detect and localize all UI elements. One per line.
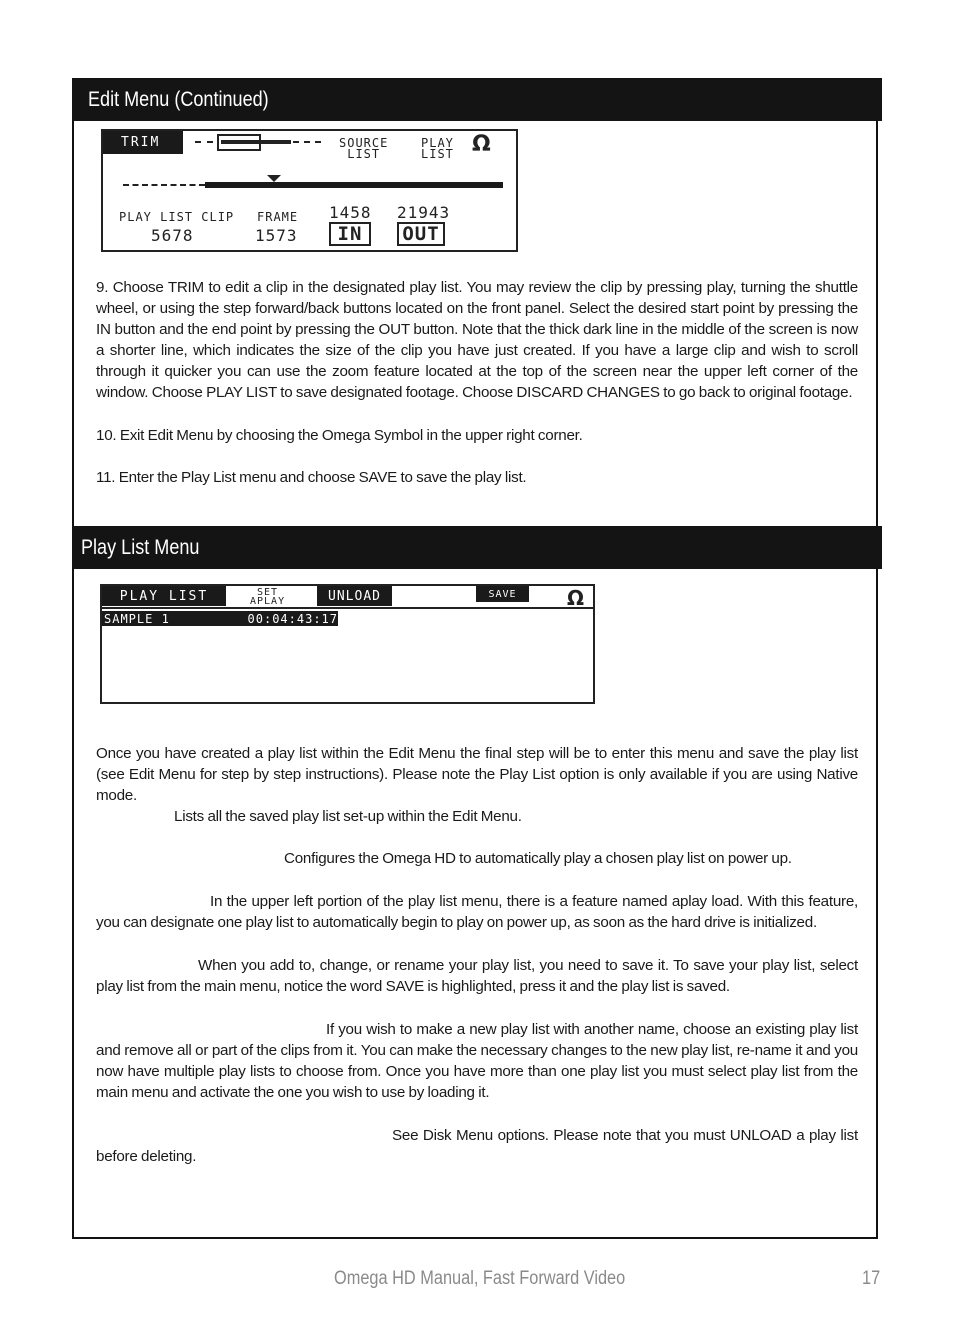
item-set-aplay: Configures the Omega HD to automatically play a chosen play list on power up. xyxy=(284,850,792,867)
out-button: OUT xyxy=(397,222,445,246)
omega-icon: Ω xyxy=(472,132,491,157)
footer-page-number: 17 xyxy=(862,1268,881,1289)
row-time: 00:04:43:17 xyxy=(247,611,338,626)
section-title: Edit Menu (Continued) xyxy=(88,87,269,111)
item-aplay-load: In the upper left portion of the play list menu, there is a feature named aplay load. With this feature, you can designate one play list to automatically begin to play on power up, as soon as the hard drive is initialized. xyxy=(96,893,858,931)
unload-button: UNLOAD xyxy=(317,586,392,606)
item-new-play-list: If you wish to make a new play list with another name, choose an existing play list and remove all or part of the clips from it. You can make the necessary changes to the new play list, re-name it and you now have multiple play lists to choose from. Once you have more than one play list you must select play list from the main menu and activate the one you wish to use by loading it. xyxy=(96,1021,858,1101)
play-list-row xyxy=(102,611,338,626)
set-aplay-label: SET APLAY xyxy=(250,587,286,607)
trim-screen-illustration xyxy=(101,129,518,252)
play-list-label: PLAY LIST xyxy=(421,136,454,161)
timeline-dashes xyxy=(123,184,205,186)
source-list-label: SOURCE LIST xyxy=(339,136,389,161)
section-title: Play List Menu xyxy=(81,535,200,559)
row-name: SAMPLE 1 xyxy=(104,611,170,626)
play-list-clip-value: 5678 xyxy=(151,226,194,245)
play-list-tab: PLAY LIST xyxy=(102,586,226,606)
play-list-intro: Once you have created a play list within the Edit Menu the final step will be to enter this menu and save the play list (see Edit Menu for step by step instructions). Please note the Play List option is only available if you are using Native mode. xyxy=(96,745,858,804)
playhead-marker-icon xyxy=(267,175,281,182)
item-save: When you add to, change, or rename your play list, you need to save it. To save your play list, select play list from the main menu, notice the word SAVE is highlighted, press it and the play list is saved. xyxy=(96,957,858,995)
in-button: IN xyxy=(329,222,371,246)
screen-divider xyxy=(102,607,593,609)
step-9: 9. Choose TRIM to edit a clip in the designated play list. You may review the clip by pressing play, turning the shuttle wheel, or using the step forward/back buttons located on the front panel. Select the desired start point by pressing the IN button and the end point by pressing the OUT button. Note that the thick dark line in the middle of the screen is now a shorter line, which indicates the size of the clip you have just created. If you have a large clip and wish to scroll through it quicker you can use the zoom feature located at the top of the screen near the upper left corner of the window. Choose PLAY LIST to save designated footage. Choose DISCARD CHANGES to go back to original footage. xyxy=(96,279,858,401)
trim-tab: TRIM xyxy=(103,131,183,154)
save-button: SAVE xyxy=(476,586,529,602)
play-list-clip-label: PLAY LIST CLIP xyxy=(119,210,235,224)
frame-label: FRAME xyxy=(257,210,299,224)
step-11: 11. Enter the Play List menu and choose SAVE to save the play list. xyxy=(96,469,527,486)
frame-value: 1573 xyxy=(255,226,298,245)
play-list-screen-illustration xyxy=(100,584,595,704)
out-point-value: 21943 xyxy=(397,203,451,222)
footer-manual-title: Omega HD Manual, Fast Forward Video xyxy=(334,1268,626,1289)
item-delete: See Disk Menu options. Please note that you must UNLOAD a play list before deleting. xyxy=(96,1127,858,1165)
omega-icon: Ω xyxy=(567,586,585,610)
zoom-bar xyxy=(195,134,325,150)
timeline-clip-bar xyxy=(205,182,503,188)
section-header-play-list-menu xyxy=(72,526,882,569)
section-header-edit-menu xyxy=(72,78,882,121)
step-10: 10. Exit Edit Menu by choosing the Omega Symbol in the upper right corner. xyxy=(96,427,583,444)
item-play-list: Lists all the saved play list set-up within the Edit Menu. xyxy=(174,808,522,825)
in-point-value: 1458 xyxy=(329,203,372,222)
